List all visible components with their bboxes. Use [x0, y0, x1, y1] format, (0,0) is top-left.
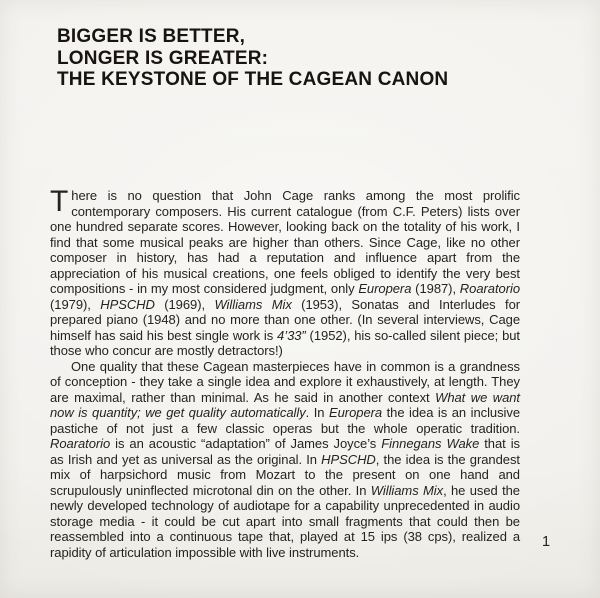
paragraph-1 — [50, 185, 521, 359]
paragraph-2-text: One quality that these Cagean masterpieces have in common is a grandness of conception - they take a single idea and explore it exhaustively, at length. They are maximal, rather than minimal. As he said in another context What we want now is quantity; we get quality automatically. In Europera the idea is an inclusive pastiche of not just a few classic operas but the whole operatic tradition. Roaratorio is an acoustic “adaptation” of James Joyce’s Finnegans Wake that is as Irish and yet as universal as the original. In HPSCHD, the idea is the grandest mix of harpsichord music from Mozart to the present on one hand and scrupulously uninflected microtonal din on the other. In Williams Mix, he used the newly developed technology of audiotape for a capability unprecedented in audio storage media - it could be cut apart into small fragments that could then be reassembled into a continuous tape that, played at 15 ips (38 cps), realized a rapidity of articulation impossible with live instruments. — [50, 358, 521, 560]
body-text — [50, 185, 521, 560]
page-number: 1 — [541, 534, 551, 550]
paragraph-2 — [50, 359, 520, 561]
title-line-1: BIGGER IS BETTER, — [57, 26, 246, 47]
drop-cap: T — [50, 185, 69, 218]
article-title — [57, 26, 448, 91]
title-line-3: THE KEYSTONE OF THE CAGEAN CANON — [57, 69, 449, 90]
title-line-2: LONGER IS GREATER: — [57, 47, 269, 69]
paragraph-1-text: here is no question that John Cage ranks among the most prolific contemporary composers. His current catalogue (from C.F. Peters) lists over one hundred separate scores. However, looking back on the totality of his work, I find that some musical peaks are higher than others. Since Cage, like no other composer in history, has had a reputation and influence apart from the appreciation of his musical creations, one feels obliged to identify the very best compositions - in my most considered judgment, only Europera (1987), Roaratorio (1979), HPSCHD (1969), Williams Mix (1953), Sonatas and Interludes for prepared piano (1948) and no more than one other. (In several interviews, Cage himself has said his best single work is 4’33” (1952), his so-called silent piece; but those who concur are mostly detractors!) — [50, 188, 521, 358]
